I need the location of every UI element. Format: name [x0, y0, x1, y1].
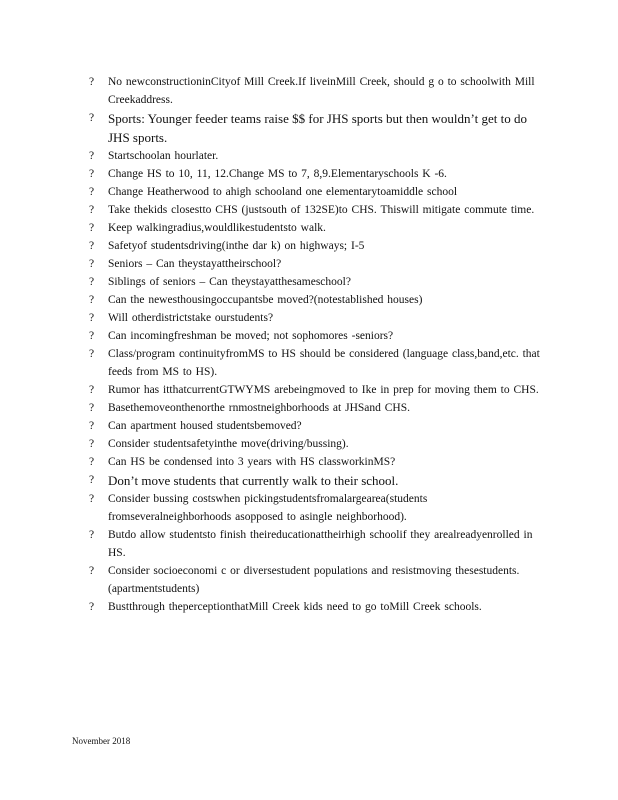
bullet-marker: ? [89, 348, 95, 360]
list-item [0, 526, 618, 562]
list-item [0, 219, 618, 237]
bullet-marker: ? [89, 529, 95, 541]
bullet-marker: ? [89, 474, 95, 486]
list-item-text: Butdo allow studentsto finish theireducationattheirhigh schoolif they arealreadyenrolled in HS. [108, 529, 533, 559]
list-item-text: Take thekids closestto CHS (justsouth of 132SE)to CHS. Thiswill mitigate commute time. [108, 204, 535, 216]
bullet-marker: ? [89, 150, 95, 162]
bullet-marker: ? [89, 402, 95, 414]
list-item-text: Can incomingfreshman be moved; not sophomores -seniors? [108, 330, 394, 342]
list-item-text: Bustthrough theperceptionthatMill Creek kids need to go toMill Creek schools. [108, 601, 482, 613]
list-item [0, 381, 618, 399]
bullet-marker: ? [89, 258, 95, 270]
bullet-list [0, 73, 618, 616]
list-item [0, 471, 618, 490]
list-item [0, 327, 618, 345]
list-item [0, 73, 618, 109]
list-item [0, 435, 618, 453]
list-item [0, 183, 618, 201]
bullet-marker: ? [89, 168, 95, 180]
list-item-text: Sports: Younger feeder teams raise $$ for JHS sports but then wouldn’t get to do JHS sports. [108, 111, 527, 145]
bullet-marker: ? [89, 601, 95, 613]
list-item [0, 490, 618, 526]
list-item-text: Basethemoveonthenorthe rnmostneighborhoods at JHSand CHS. [108, 402, 411, 414]
list-item [0, 345, 618, 381]
bullet-marker: ? [89, 456, 95, 468]
list-item-text: Can the newesthousingoccupantsbe moved?(notestablished houses) [108, 294, 423, 306]
list-item [0, 399, 618, 417]
list-item-text: Class/program continuityfromMS to HS should be considered (language class,band,etc. that feeds from MS to HS). [108, 348, 540, 378]
bullet-marker: ? [89, 76, 95, 88]
list-item-text: Don’t move students that currently walk to their school. [108, 473, 399, 488]
list-item [0, 291, 618, 309]
list-item-text: Will otherdistrictstake ourstudents? [108, 312, 274, 324]
list-item [0, 562, 618, 598]
list-item [0, 165, 618, 183]
list-item [0, 598, 618, 616]
list-item-text: No newconstructioninCityof Mill Creek.If liveinMill Creek, should g o to schoolwith Mill Creekaddress. [108, 76, 535, 106]
list-item-text: Keep walkingradius,wouldlikestudentsto walk. [108, 222, 326, 234]
bullet-marker: ? [89, 112, 95, 124]
list-item-text: Consider studentsafetyinthe move(driving/bussing). [108, 438, 349, 450]
list-item-text: Consider socioeconomi c or diversestudent populations and resistmoving thesestudents. (apartmentstudents) [108, 565, 520, 595]
list-item-text: Safetyof studentsdriving(inthe dar k) on highways; I-5 [108, 240, 365, 252]
list-item [0, 417, 618, 435]
list-item [0, 309, 618, 327]
list-item-text: Seniors – Can theystayattheirschool? [108, 258, 282, 270]
list-item-text: Can HS be condensed into 3 years with HS classworkinMS? [108, 456, 396, 468]
bullet-marker: ? [89, 420, 95, 432]
bullet-marker: ? [89, 493, 95, 505]
bullet-marker: ? [89, 330, 95, 342]
list-item [0, 147, 618, 165]
bullet-marker: ? [89, 294, 95, 306]
bullet-marker: ? [89, 186, 95, 198]
list-item-text: Change HS to 10, 11, 12.Change MS to 7, 8,9.Elementaryschools K -6. [108, 168, 447, 180]
list-item-text: Change Heatherwood to ahigh schooland one elementarytoamiddle school [108, 186, 458, 198]
list-item-text: Startschoolan hourlater. [108, 150, 219, 162]
list-item [0, 109, 618, 147]
list-item [0, 237, 618, 255]
bullet-marker: ? [89, 384, 95, 396]
list-item [0, 273, 618, 291]
list-item-text: Consider bussing costswhen pickingstudentsfromalargearea(students fromseveralneighborhoods asopposed to asingle neighborhood). [108, 493, 428, 523]
list-item-text: Siblings of seniors – Can theystayatthesameschool? [108, 276, 351, 288]
list-item-text: Can apartment housed studentsbemoved? [108, 420, 302, 432]
list-item [0, 201, 618, 219]
list-item [0, 255, 618, 273]
bullet-marker: ? [89, 240, 95, 252]
bullet-marker: ? [89, 438, 95, 450]
bullet-marker: ? [89, 204, 95, 216]
bullet-marker: ? [89, 565, 95, 577]
bullet-marker: ? [89, 222, 95, 234]
bullet-marker: ? [89, 276, 95, 288]
list-item [0, 453, 618, 471]
bullet-marker: ? [89, 312, 95, 324]
footer-date: November 2018 [72, 736, 131, 746]
list-item-text: Rumor has itthatcurrentGTWYMS arebeingmoved to Ike in prep for moving them to CHS. [108, 384, 539, 396]
